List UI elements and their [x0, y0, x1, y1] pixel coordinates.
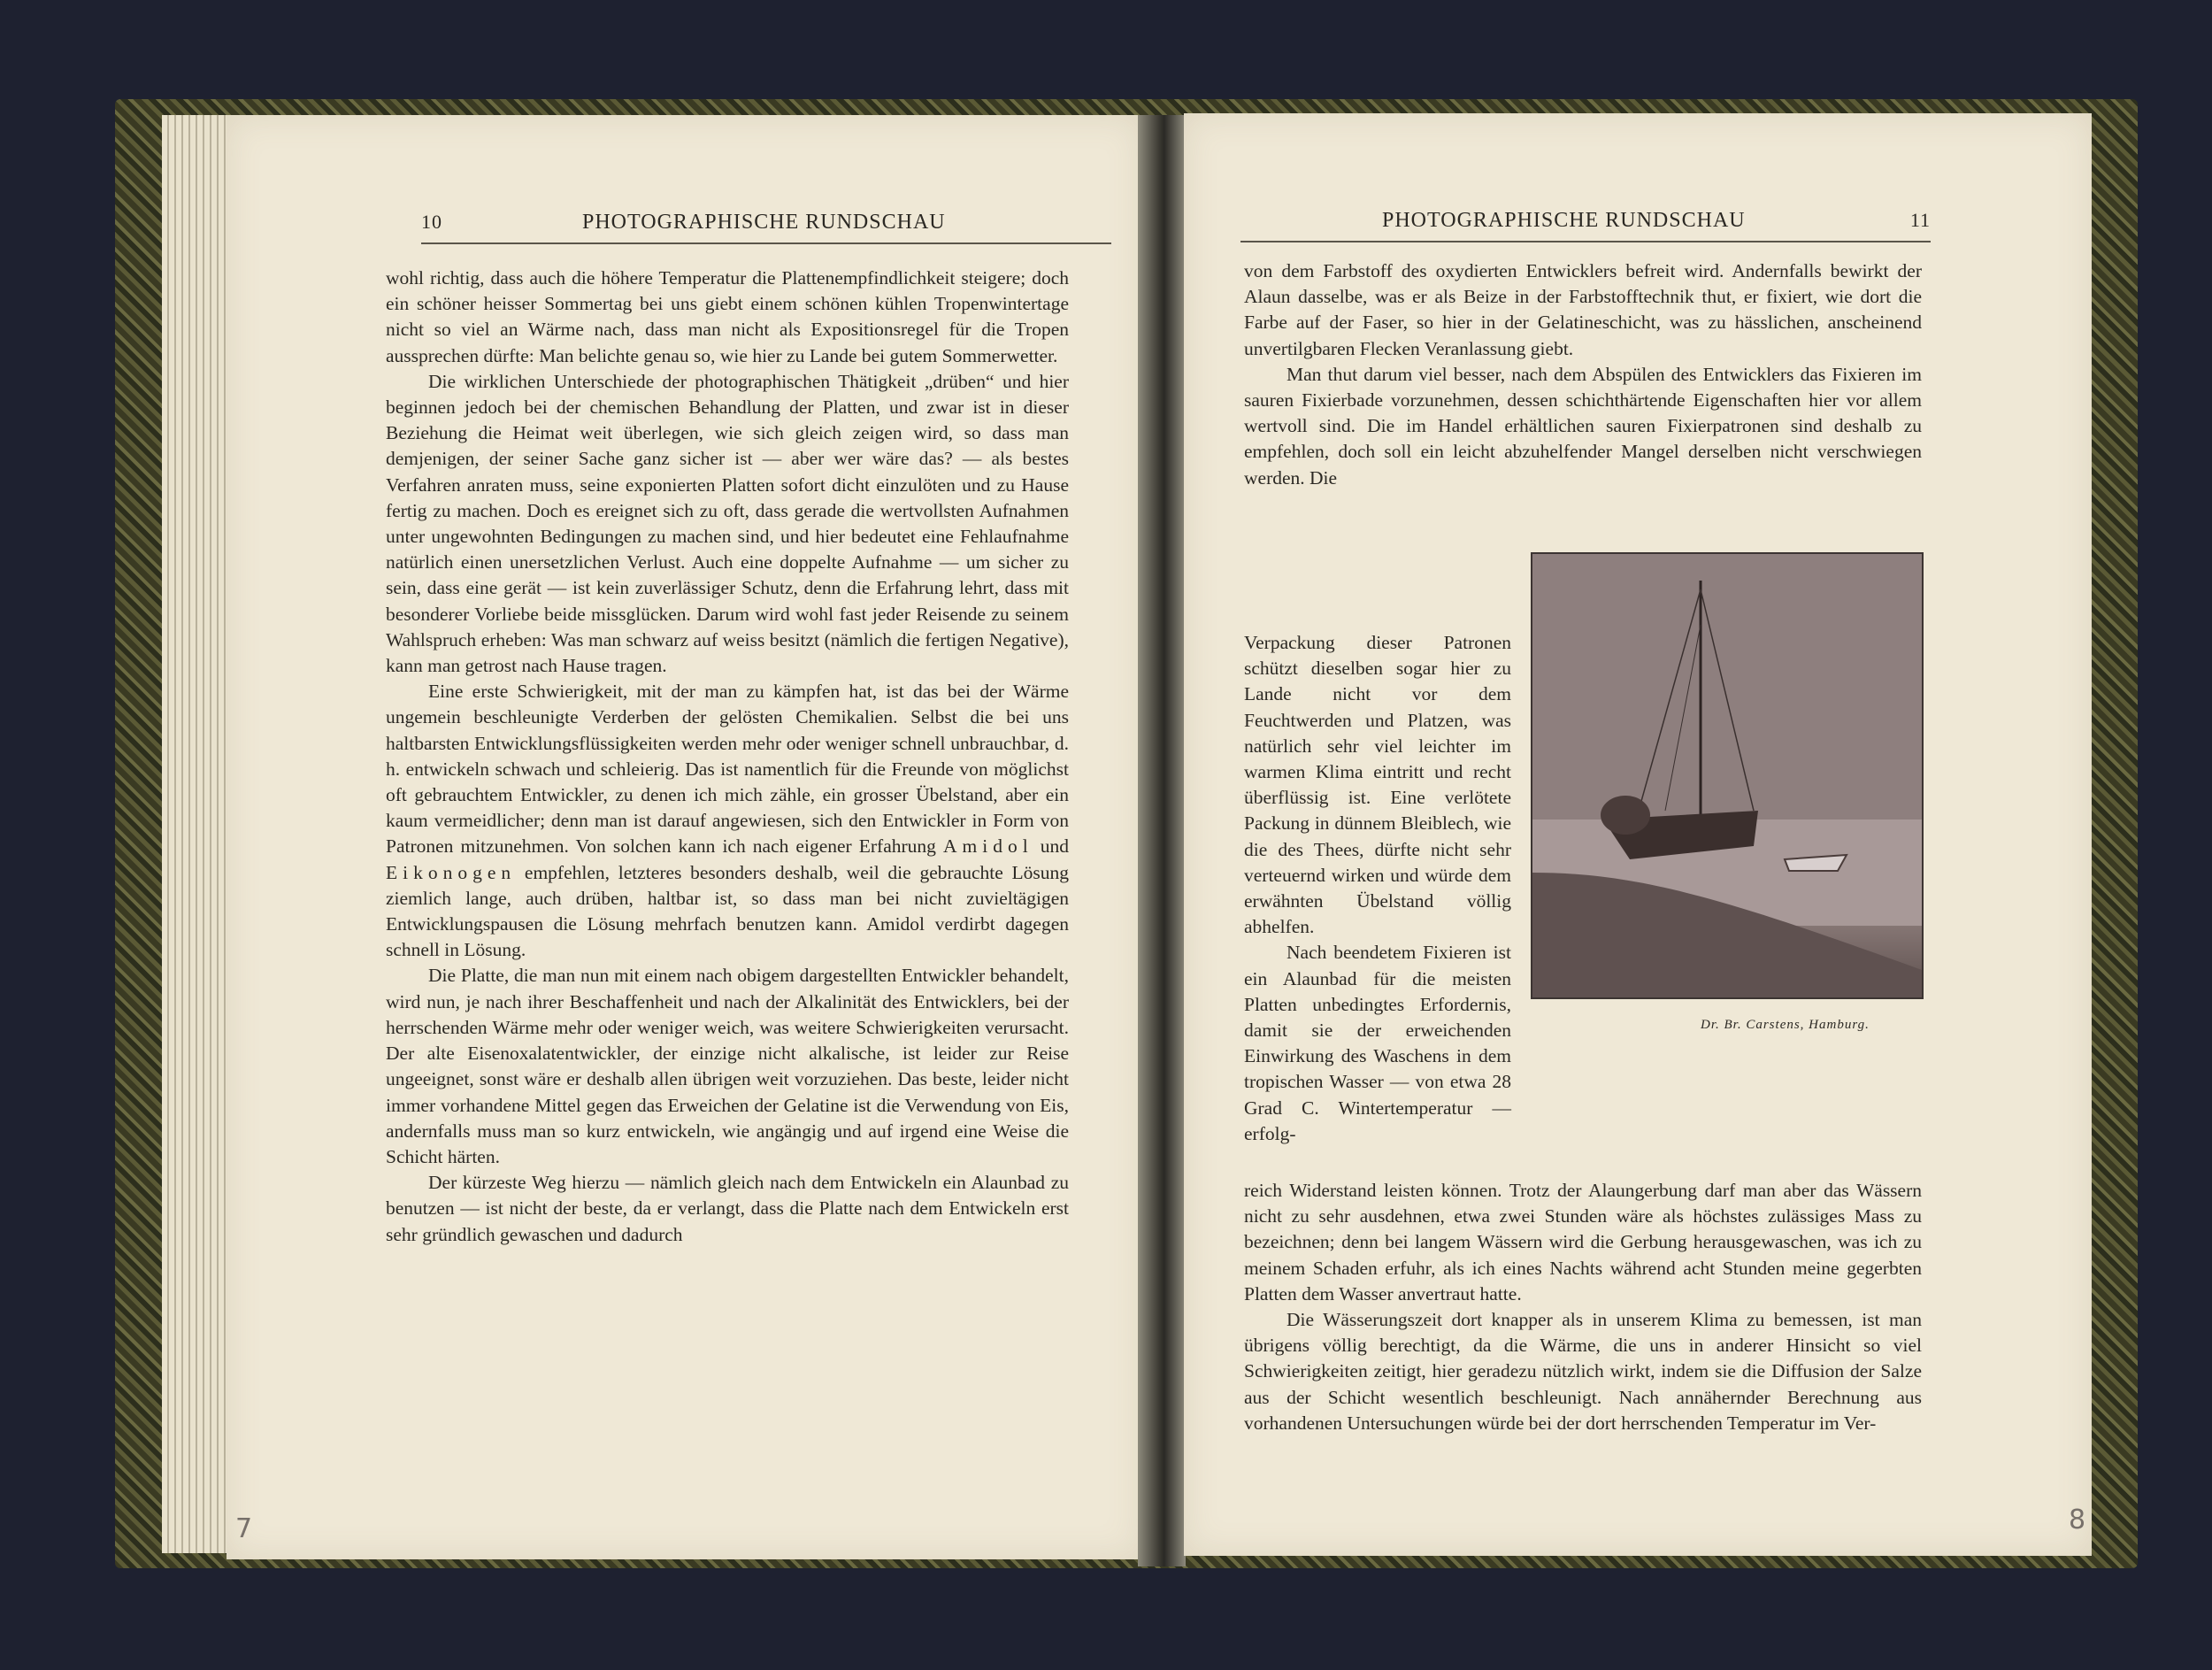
paragraph: reich Widerstand leisten können. Trotz der Alaungerbung darf man aber das Wässern nicht zu sehr ausdehnen, etwa zwei Stunden wäre als höchstes zulässiges Mass zu bezeichnen; denn bei langem Wässern wird die Gerbung herausgewaschen, was ich zu meinem Schaden erfuhr, als ich eines Nachts während acht Stunden meine gegerbten Platten dem Wasser anvertraut hatte.: [1244, 1180, 1922, 1304]
sailboat-illustration: [1532, 554, 1922, 997]
spaced-word: Amidol: [942, 835, 1033, 858]
paragraph: Die Platte, die man nun mit einem nach obigem dargestellten Entwickler behandelt, wird nun, je nach ihrer Beschaffenheit und nach der Alkalinität des Entwicklers, bei der herrschenden Wärme mehr oder weniger weich, was weitere Schwierigkeiten verursacht. Der alte Eisenoxalatentwickler, der einzige nicht alkalische, ist leider zur Reise ungeeignet, sonst wäre er deshalb allen übrigen weit vorzuziehen. Das beste, leider nicht immer vorhandene Mittel gegen das Erweichen der Gelatine ist die Verwendung von Eis, andernfalls muss man so kurz entwickeln, wie angängig und auf irgend eine Weise die Schicht härten.: [386, 965, 1069, 1167]
spaced-word: Eikonogen: [386, 861, 517, 883]
right-top-text: [1244, 258, 1922, 491]
right-bottom-text: [1244, 1178, 1922, 1436]
left-body-text: [386, 266, 1069, 1248]
paragraph: Verpackung dieser Patronen schützt dieselben sogar hier zu Lande nicht vor dem Feuchtwerden und Platzen, was natürlich sehr viel leichter im warmen Klima eintritt und recht überflüssig ist. Eine verlötete Packung in dünnem Bleiblech, wie die des Thees, dürfte nicht sehr verteuernd wirken und würde dem erwähnten Übelstand völlig abhelfen.: [1244, 632, 1511, 938]
paragraph-text: empfehlen, letzteres besonders deshalb, weil die gebrauchte Lösung ziemlich lange, auch drüben, haltbar ist, so dass man bei nicht zuvieltägigen Entwicklungspausen die Lösung mehrfach benutzen kann. Amidol verdirbt dagegen schnell in Lösung.: [386, 861, 1069, 961]
left-page: [227, 115, 1142, 1559]
running-head: PHOTOGRAPHISCHE RUNDSCHAU: [1382, 209, 1746, 232]
paragraph: Nach beendetem Fixieren ist ein Alaunbad für die meisten Platten unbedingtes Erfordernis, damit sie der erweichenden Einwirkung des Waschens in dem tropischen Wasser — von etwa 28 Grad C. Wintertemperatur — erfolg-: [1244, 942, 1511, 1144]
paragraph-text: Eine erste Schwierigkeit, mit der man zu kämpfen hat, ist das bei der Wärme ungemein beschleunigte Verderben der gelösten Chemikalien. Selbst die bei uns haltbarsten Entwicklungsflüssigkeiten werden mehr oder weniger schnell unbrauchbar, d. h. entwickeln schwach und schleierig. Das ist namentlich für die Freunde von möglichst oft gebrauchtem Entwickler, zu denen ich mich zähle, ein grosser Übelstand, aber ein kaum vermeidlicher; denn man ist darauf angewiesen, sich den Entwickler in Form von Patronen mitzunehmen. Von solchen kann ich nach eigener Erfahrung: [386, 681, 1069, 858]
paragraph: Die wirklichen Unterschiede der photographischen Thätigkeit „drüben“ und hier beginnen jedoch bei der chemischen Behandlung der Platten, und zwar ist in dieser Beziehung die Heimat weit überlegen, wie sich gleich zeigen wird, so dass man demjenigen, der seiner Sache ganz sicher ist — aber wer wäre das? — als bestes Verfahren anraten muss, seine exponierten Platten sofort dicht einzulöten und zu Hause fertig zu machen. Doch es ereignet sich zu oft, dass gerade die wertvollsten Aufnahmen unter ungewohnten Bedingungen zu machen sind, und hier bedeutet eine Fehlaufnahme natürlich einen unersetzlichen Verlust. Auch eine doppelte Aufnahme — um sicher zu sein, dass eine gerät — ist kein zuverlässiger Schutz, denn die Erfahrung lehrt, dass mit besonderer Vorliebe beide missglücken. Darum wird wohl fast jeder Reisende zu seinem Wahlspruch erheben: Was man schwarz auf weiss besitzt (nämlich die fertigen Negative), kann man getrost nach Hause tragen.: [386, 370, 1069, 677]
paragraph: Die Wässerungszeit dort knapper als in unserem Klima zu bemessen, ist man übrigens völlig berechtigt, da die Wärme, die uns in anderer Hinsicht so viel Schwierigkeiten zeitigt, hier geradezu nützlich wirkt, indem sie die Diffusion der Salze aus der Schicht wesentlich beschleunigt. Nach annähernder Berechnung aus vorhandenen Untersuchungen würde bei der dort herrschenden Temperatur im Ver-: [1244, 1309, 1922, 1434]
spaced-word-conjunction: und: [1040, 835, 1069, 858]
page-number: 10: [421, 211, 442, 233]
left-page-header: [421, 211, 1111, 244]
pencil-page-mark: 7: [235, 1513, 253, 1544]
paragraph: wohl richtig, dass auch die höhere Temperatur die Plattenempfindlichkeit steigere; doch ein schöner heisser Sommertag bei uns giebt einem schönen kühlen Tropenwintertage nicht so viel an Wärme nach, dass man nicht als Expositionsregel für die Tropen aussprechen dürfte: Man belichte genau so, wie hier zu Lande bei gutem Sommerwetter.: [386, 267, 1069, 366]
right-wrap-text: [1244, 630, 1511, 1147]
running-head: PHOTOGRAPHISCHE RUNDSCHAU: [582, 211, 946, 234]
book-spine: [1138, 115, 1186, 1566]
figure-caption: Dr. Br. Carstens, Hamburg.: [1701, 1018, 1870, 1032]
page-number: 11: [1909, 209, 1931, 231]
right-page-header: [1240, 209, 1931, 242]
paragraph: Man thut darum viel besser, nach dem Abspülen des Entwicklers das Fixieren im sauren Fixierbade vorzunehmen, dessen schichthärtende Eigenschaften hier vor allem wertvoll sind. Die im Handel erhältlichen sauren Fixierpatronen sind deshalb zu empfehlen, doch soll ein leicht abzuhelfender Mangel derselben nicht verschwiegen werden. Die: [1244, 363, 1922, 489]
paragraph: von dem Farbstoff des oxydierten Entwicklers befreit wird. Andernfalls bewirkt der Alaun dasselbe, was er als Beize in der Farbstofftechnik thut, er fixiert, wie dort die Farbe auf der Faser, so hier in der Gelatineschicht, was zu hässlichen, anscheinend unvertilgbaren Flecken Veranlassung giebt.: [1244, 260, 1922, 359]
pencil-page-mark: 8: [2069, 1505, 2086, 1535]
paragraph: [386, 679, 1069, 963]
right-page: [1184, 113, 2092, 1556]
sailboat-photograph: [1531, 552, 1924, 999]
paragraph: Der kürzeste Weg hierzu — nämlich gleich nach dem Entwickeln ein Alaunbad zu benutzen — ist nicht der beste, da er verlangt, dass die Platte nach dem Entwickeln erst sehr gründlich gewaschen und dadurch: [386, 1172, 1069, 1245]
